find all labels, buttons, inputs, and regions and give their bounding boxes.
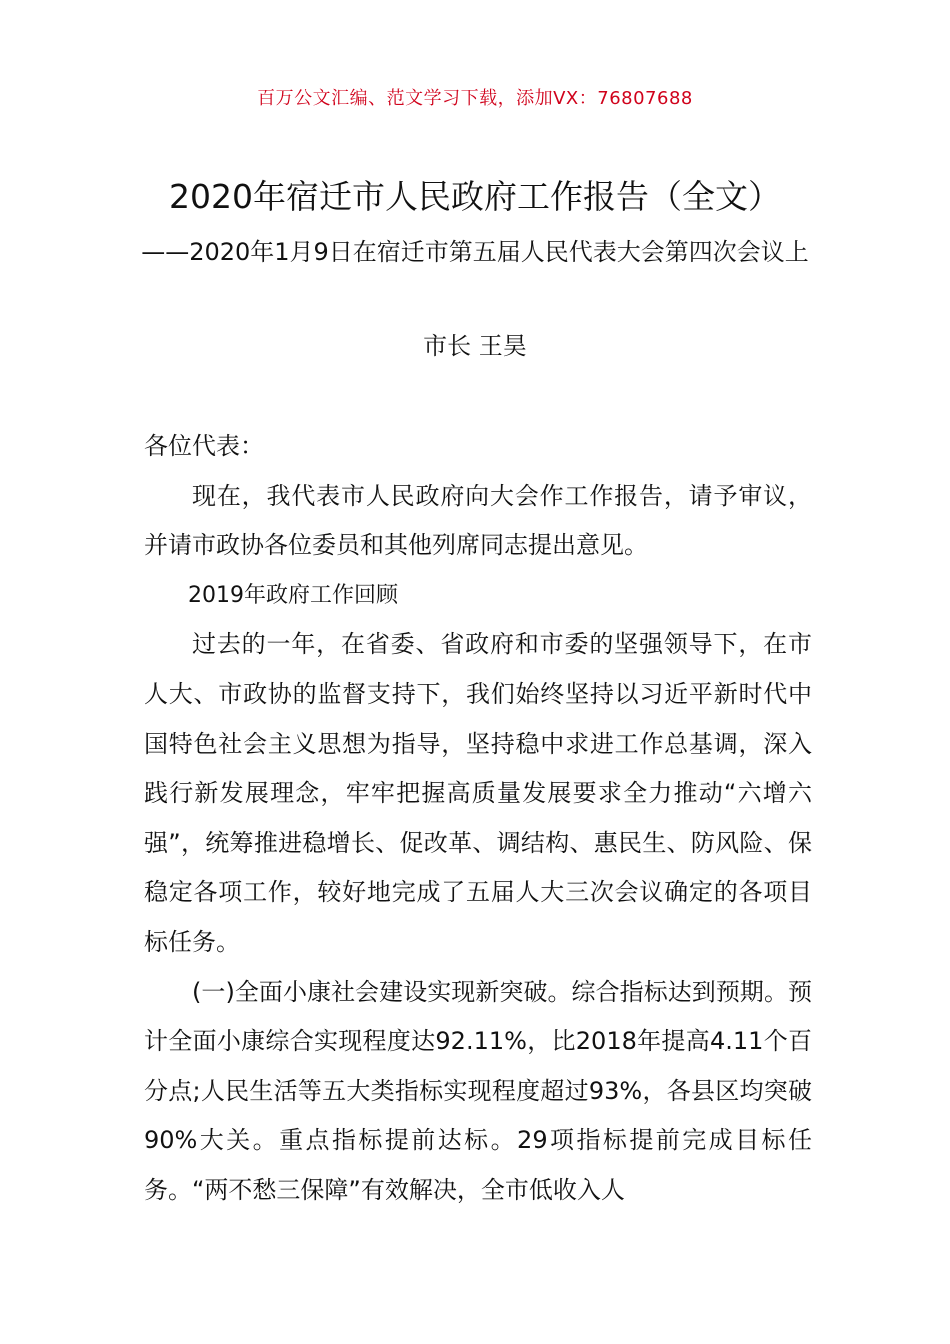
document-author: 市长 王昊: [423, 332, 527, 360]
section-heading: 2019年政府工作回顾: [188, 582, 398, 608]
document-subtitle: ——2020年1月9日在宿迁市第五届人民代表大会第四次会议上: [141, 238, 809, 266]
paragraph-review: 过去的一年，在省委、省政府和市委的坚强领导下，在市人大、市政协的监督支持下，我们始终坚持以习近平新时代中国特色社会主义思想为指导，坚持稳中求进工作总基调，深入践行新发展理念，牢牢把握高质量发展要求全力推动“六增六强”，统筹推进稳增长、促改革、调结构、惠民生、防风险、保稳定各项工作，较好地完成了五届人大三次会议确定的各项目标任务。: [144, 630, 812, 956]
paragraph-intro: 现在，我代表市人民政府向大会作工作报告，请予审议，并请市政协各位委员和其他列席同志提出意见。: [144, 481, 812, 560]
document-title: 2020年宿迁市人民政府工作报告（全文）: [169, 177, 781, 216]
watermark-banner: 百万公文汇编、范文学习下载，添加VX：76807688: [257, 88, 693, 109]
paragraph-xiaokang: (一)全面小康社会建设实现新突破。综合指标达到预期。预计全面小康综合实现程度达92.11%，比2018年提高4.11个百分点;人民生活等五大类指标实现程度超过93%，各县区均突破90%大关。重点指标提前达标。29项指标提前完成目标任务。“两不愁三保障”有效解决，全市低收入人: [144, 977, 812, 1204]
document-body: [144, 422, 812, 1216]
salutation: 各位代表：: [144, 432, 264, 460]
